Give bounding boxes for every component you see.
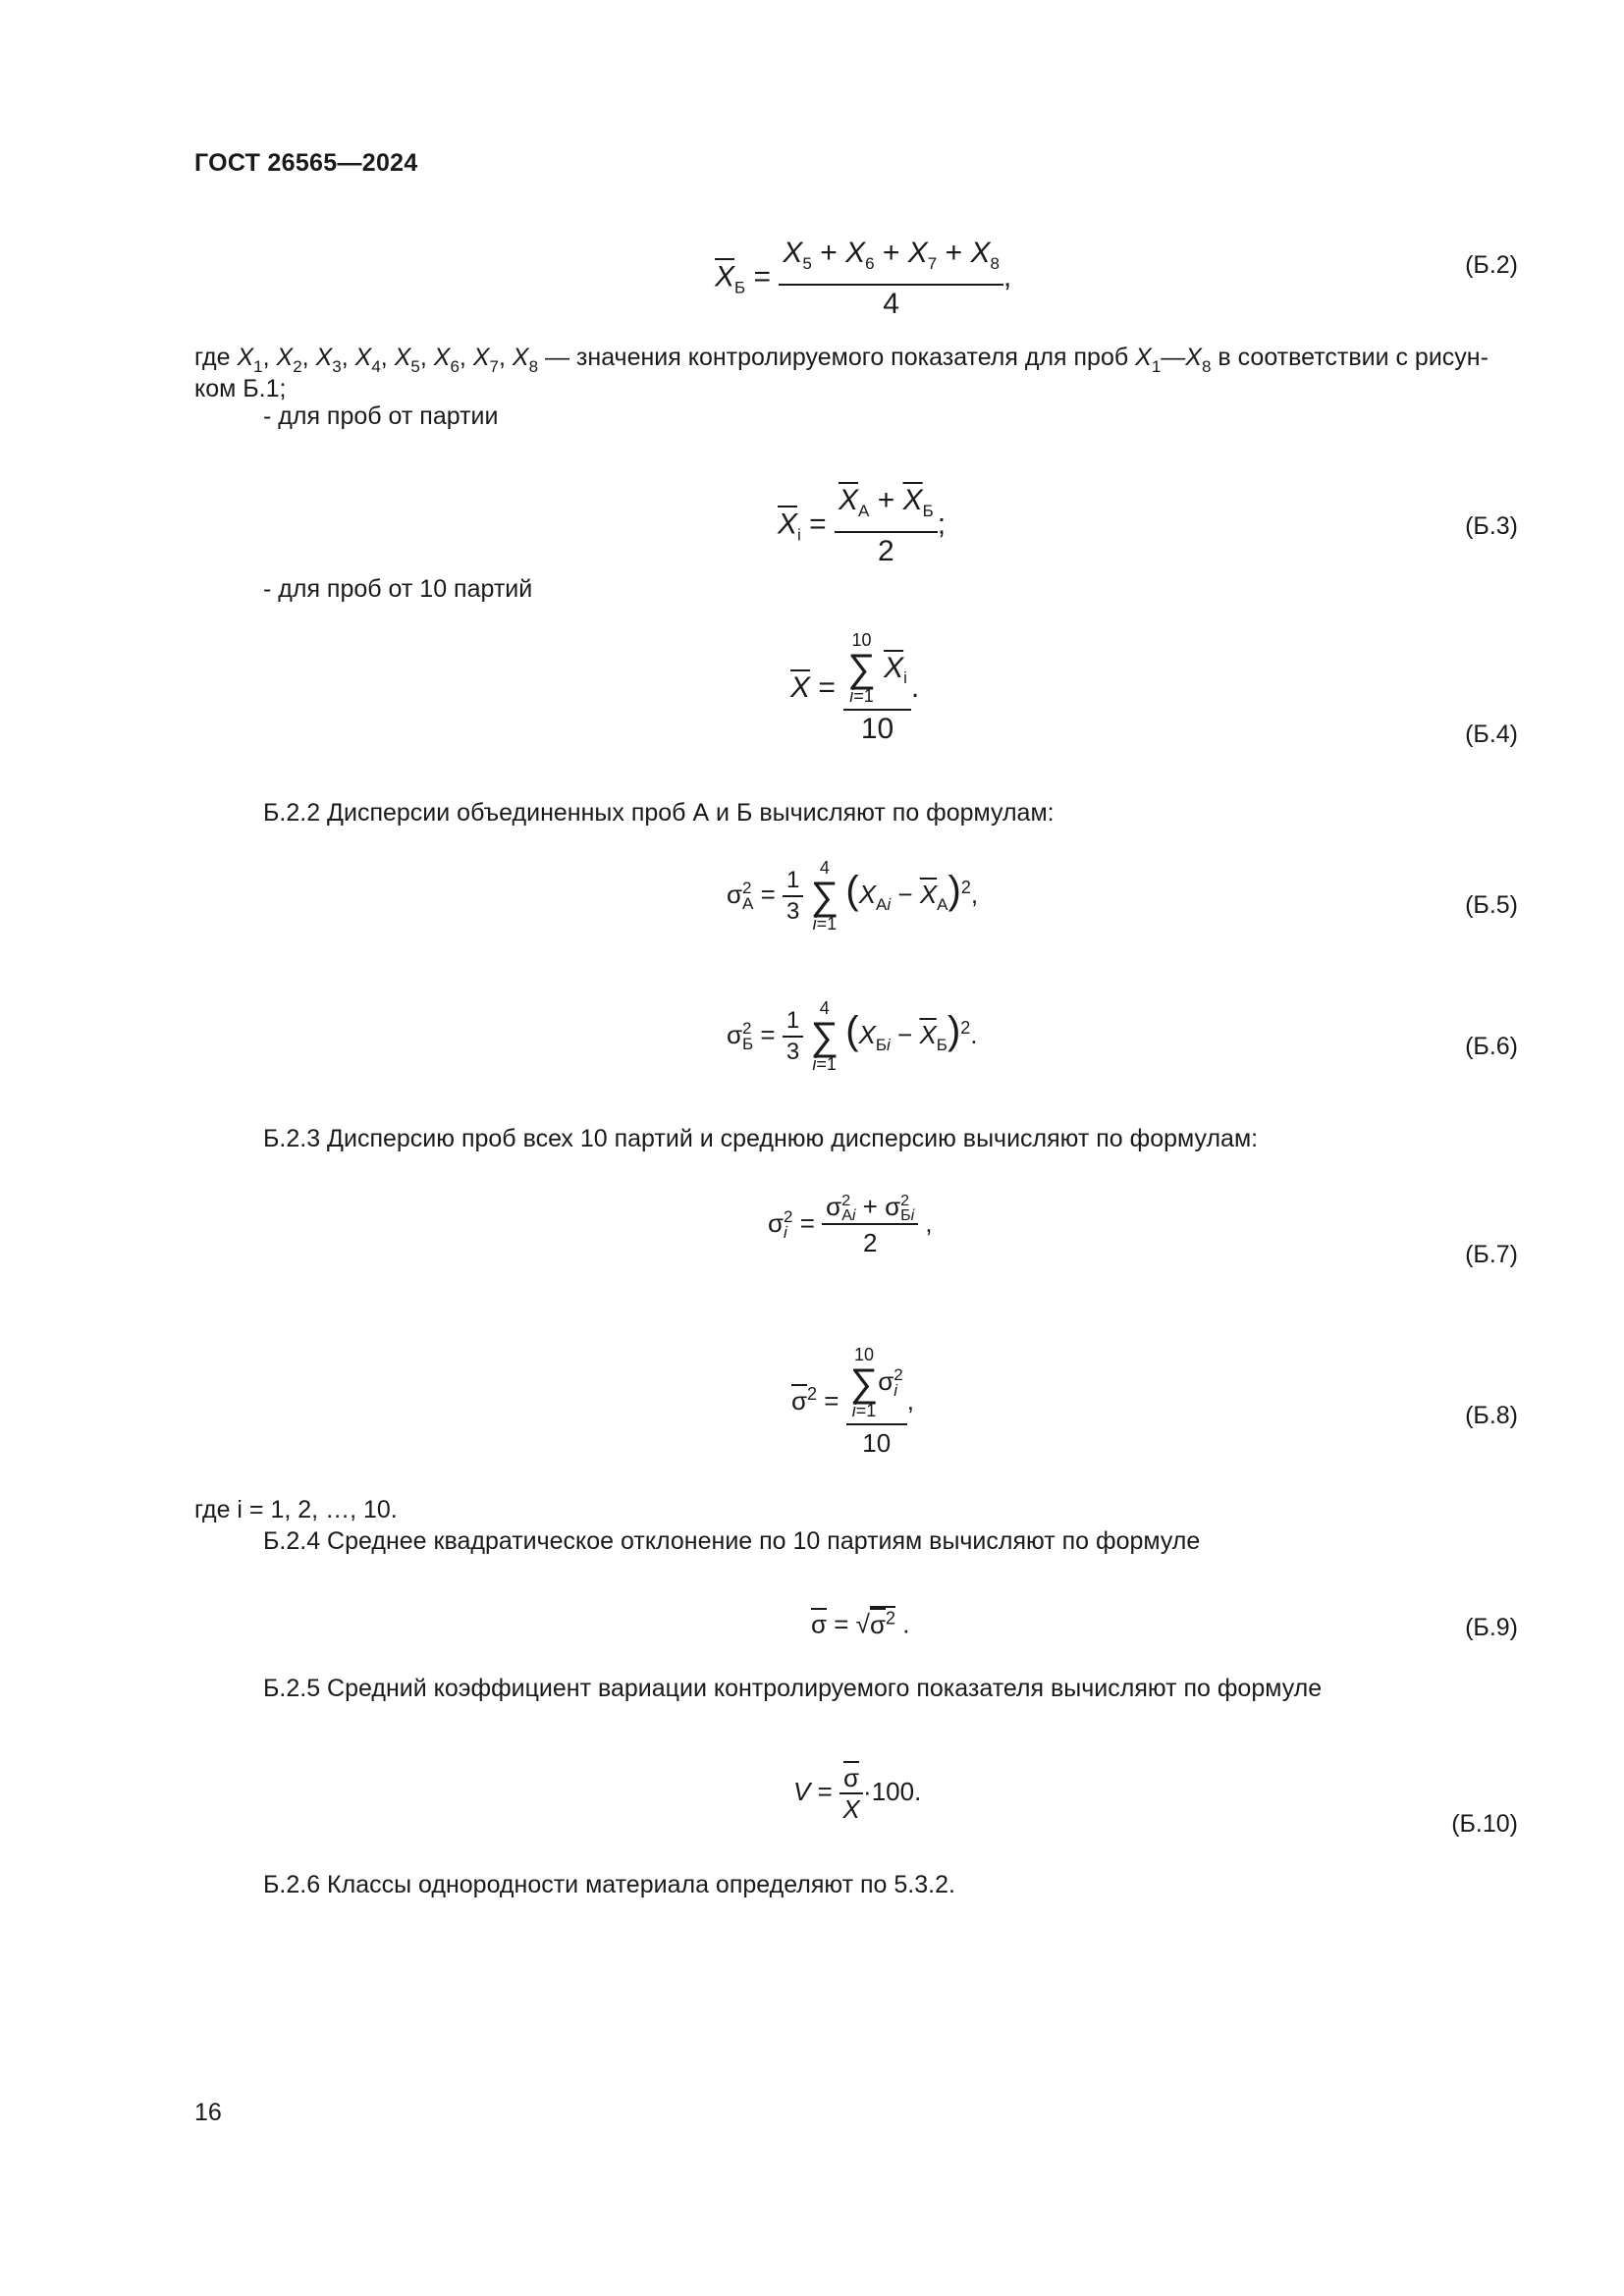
bullet-10-parties: - для проб от 10 партий: [263, 575, 533, 603]
formula-b7: σ 2 i = σ 2 Аi + σ 2 Бi 2 ,: [768, 1192, 933, 1258]
where-x-tail: — значения контролируемого показателя для проб: [544, 344, 1129, 371]
formula-b9: $\overline{\sigma} = √\sigma^2$ .: [811, 1608, 909, 1640]
where-x-definition: где $X_1$, $X_2$, $X_3$, $X_4$, $X_5$, $X_6$, $X_7$, $X_8$ — значения контролируемого показателя для проб $X_1—X_8$ в соответствии с рисун-: [194, 344, 1489, 376]
equation-number-b3: (Б.3): [1465, 512, 1518, 540]
where-x-tail2: в соответствии с рисун-: [1218, 344, 1489, 371]
paragraph-b25: Б.2.5 Средний коэффициент вариации контролируемого показателя вычисляют по формуле: [263, 1675, 1323, 1702]
bullet-party: - для проб от партии: [263, 402, 499, 430]
formula-b3: $\overline{X}_i$ = $\frac{\overline{X}_А + \overline{X}_Б}{2}$ ;: [778, 481, 946, 570]
page-number: 16: [194, 2099, 222, 2126]
paragraph-b22: Б.2.2 Дисперсии объединенных проб А и Б вычисляют по формулам:: [263, 799, 1055, 827]
equation-number-b7: (Б.7): [1465, 1241, 1518, 1268]
equation-number-b10: (Б.10): [1451, 1810, 1518, 1838]
where-i: где i = 1, 2, …, 10.: [194, 1496, 398, 1523]
equation-number-b2: (Б.2): [1465, 251, 1518, 279]
equation-number-b5: (Б.5): [1465, 891, 1518, 919]
equation-number-b4: (Б.4): [1465, 721, 1518, 748]
formula-b8: $\overline{\sigma}^2$ = 10 ∑ i=1 σ 2 i 10 ,: [791, 1345, 914, 1458]
formula-b10: V = $\frac{\overline{\sigma}}{X}$ ·100.: [793, 1763, 922, 1824]
paragraph-b23: Б.2.3 Дисперсию проб всех 10 партий и среднюю дисперсию вычисляют по формулам:: [263, 1125, 1259, 1152]
formula-b6: σ 2 Б = $\frac{1}{3}$ 4 ∑ i=1 $(X_{Бi} - \overline{X}_Б)^2$.: [727, 998, 978, 1074]
formula-b5: σ 2 А = $\frac{1}{3}$ 4 ∑ i=1 $(X_{Аi} - \overline{X}_А)^2$,: [727, 858, 979, 934]
document-code: ГОСТ 26565—2024: [194, 149, 418, 177]
where-x-line2: ком Б.1;: [194, 375, 287, 402]
equation-number-b8: (Б.8): [1465, 1402, 1518, 1429]
equation-number-b6: (Б.6): [1465, 1033, 1518, 1060]
equation-number-b9: (Б.9): [1465, 1614, 1518, 1641]
paragraph-b24: Б.2.4 Среднее квадратическое отклонение по 10 партиям вычисляют по формуле: [263, 1527, 1201, 1555]
paragraph-b26: Б.2.6 Классы однородности материала определяют по 5.3.2.: [263, 1871, 955, 1898]
formula-b4: $\overline{X}$ = 10 ∑ i=1 $\overline{X}_i$ 10 .: [790, 630, 920, 745]
formula-b2: $\overline{X}_Б$ = $\frac{X_5 + X_6 + X_7 + X_8}{4}$ ,: [715, 234, 1011, 323]
